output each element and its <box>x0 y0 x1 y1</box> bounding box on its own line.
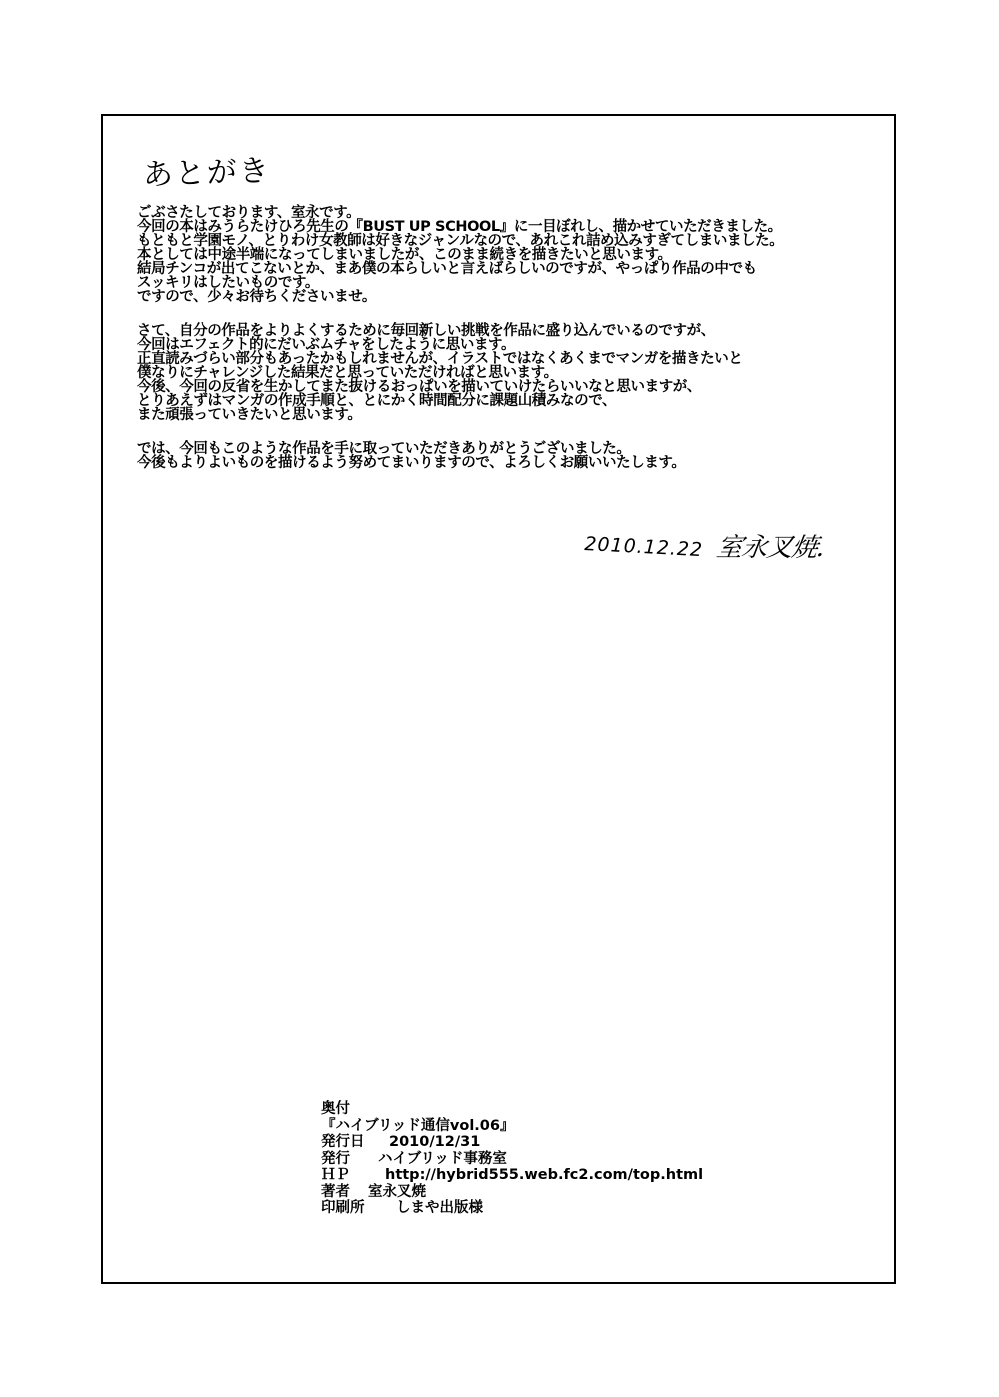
colophon-book-title: 『ハイブリッド通信vol.06』 <box>321 1117 515 1134</box>
text-line: とりあえずはマンガの作成手順と、とにかく時間配分に課題山積みなので、 <box>137 393 617 409</box>
colophon-row-issue-date <box>321 1134 703 1151</box>
colophon-label: ＨＰ <box>321 1167 350 1183</box>
text-line: 今回の本はみうらたけひろ先生の『BUST UP SCHOOL』に一目ぼれし、描かせていただきました。 <box>137 219 782 235</box>
colophon-row-homepage <box>321 1167 703 1184</box>
afterword-body <box>137 206 882 490</box>
text-line: スッキリはしたいものです。 <box>137 275 319 291</box>
text-line: ごぶさたしております、室永です。 <box>137 205 361 221</box>
colophon-value: ハイブリッド事務室 <box>378 1150 507 1167</box>
colophon-row-printer <box>321 1200 703 1217</box>
text-line: 本としては中途半端になってしまいましたが、このまま続きを描きたいと思います。 <box>137 247 672 263</box>
signature-name: 室永叉焼. <box>714 533 827 563</box>
colophon-title: 奥付 <box>321 1101 350 1117</box>
colophon <box>321 1101 703 1217</box>
colophon-value: 室永叉焼 <box>368 1183 426 1200</box>
afterword-paragraph-3 <box>137 442 882 470</box>
text-line: 結局チンコが出てこないとか、まあ僕の本らしいと言えばらしいのですが、やっぱり作品の中でも <box>137 261 757 277</box>
colophon-row-author <box>321 1184 703 1201</box>
handwritten-signature <box>585 527 845 567</box>
colophon-label: 印刷所 <box>321 1200 365 1216</box>
afterword-paragraph-1 <box>137 206 882 304</box>
colophon-row-publisher <box>321 1151 703 1168</box>
text-line: では、今回もこのような作品を手に取っていただきありがとうございました。 <box>137 441 631 457</box>
colophon-value: しまや出版様 <box>396 1200 483 1216</box>
text-line: さて、自分の作品をよりよくするために毎回新しい挑戦を作品に盛り込んでいるのですが、 <box>137 323 715 339</box>
text-line: また頑張っていきたいと思います。 <box>137 407 362 423</box>
colophon-label: 発行 <box>321 1150 350 1167</box>
afterword-paragraph-2 <box>137 324 882 422</box>
text-line: もともと学園モノ、とりわけ女教師は好きなジャンルなので、あれこれ詰め込みすぎてしまいました。 <box>137 233 784 249</box>
text-line: 正直読みづらい部分もあったかもしれませんが、イラストではなくあくまでマンガを描きたいと <box>137 351 743 367</box>
text-line: 今後もよりよいものを描けるよう努めてまいりますので、よろしくお願いいたします。 <box>137 455 686 471</box>
colophon-label: 著者 <box>321 1183 350 1200</box>
text-line: 僕なりにチャレンジした結果だと思っていただければと思います。 <box>137 365 558 381</box>
signature-date: 2010.12.22 <box>583 533 704 562</box>
homepage-url[interactable]: http://hybrid555.web.fc2.com/top.html <box>385 1167 704 1183</box>
text-line: 今回はエフェクト的にだいぶムチャをしたように思います。 <box>137 337 516 353</box>
colophon-label: 発行日 <box>321 1134 365 1150</box>
colophon-value: 2010/12/31 <box>389 1134 481 1150</box>
text-line: 今後、今回の反省を生かしてまた抜けるおっぱいを描いていけたらいいなと思いますが、 <box>137 379 701 395</box>
afterword-heading: あとがき <box>142 153 272 193</box>
text-line: ですので、少々お待ちくださいませ。 <box>137 289 376 305</box>
